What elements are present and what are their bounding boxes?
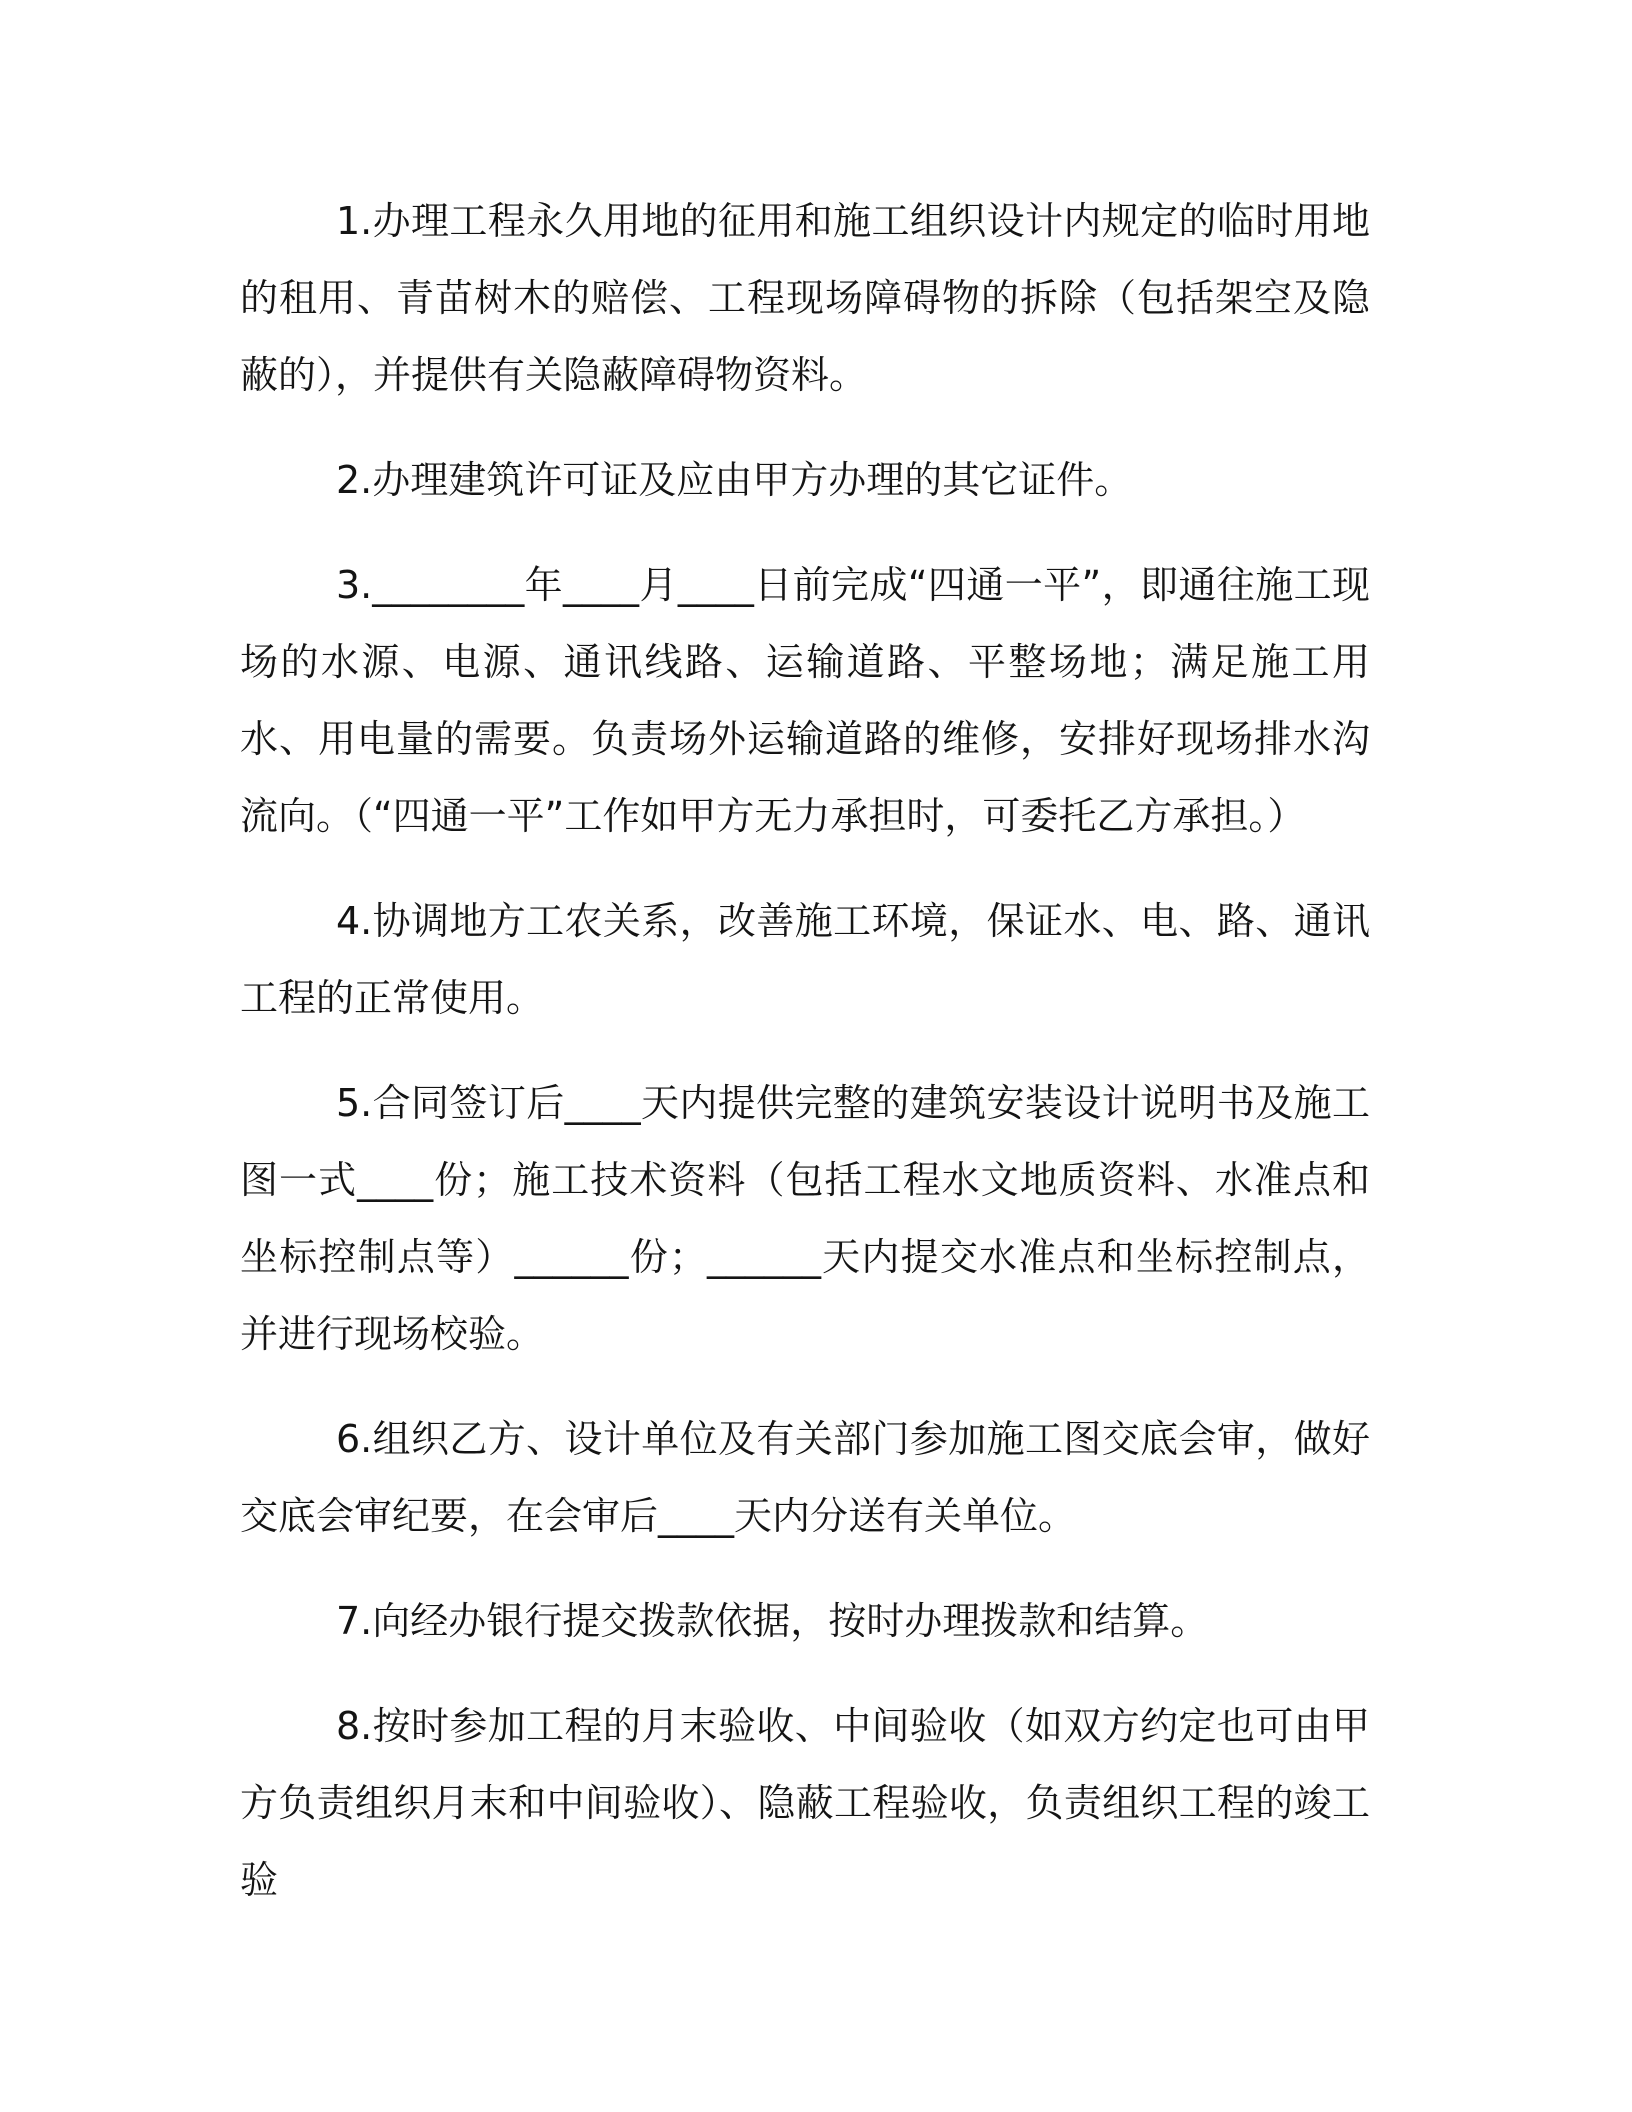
paragraph-5	[240, 1065, 1370, 1373]
paragraph-text: 2.办理建筑许可证及应由甲方办理的其它证件。	[336, 458, 1133, 502]
paragraph-text: 5.合同签订后____天内提供完整的建筑安装设计说明书及施工图一式____份；施工技术资料（包括工程水文地质资料、水准点和坐标控制点等）______份；______天内提交水准点和坐标控制点，并进行现场校验。	[240, 1081, 1370, 1356]
paragraph-8	[240, 1688, 1370, 1919]
paragraph-1	[240, 183, 1370, 414]
paragraph-text: 6.组织乙方、设计单位及有关部门参加施工图交底会审，做好交底会审纪要，在会审后____天内分送有关单位。	[240, 1417, 1370, 1538]
paragraph-text: 1.办理工程永久用地的征用和施工组织设计内规定的临时用地的租用、青苗树木的赔偿、工程现场障碍物的拆除（包括架空及隐蔽的），并提供有关隐蔽障碍物资料。	[240, 199, 1370, 397]
paragraph-text: 8.按时参加工程的月末验收、中间验收（如双方约定也可由甲方负责组织月末和中间验收）、隐蔽工程验收，负责组织工程的竣工验	[240, 1704, 1370, 1902]
paragraph-2	[240, 442, 1370, 519]
paragraph-text: 7.向经办银行提交拨款依据，按时办理拨款和结算。	[336, 1599, 1209, 1643]
paragraph-3	[240, 547, 1370, 855]
document-body	[240, 183, 1370, 1947]
paragraph-4	[240, 883, 1370, 1037]
paragraph-text: 4.协调地方工农关系，改善施工环境，保证水、电、路、通讯工程的正常使用。	[240, 899, 1370, 1020]
paragraph-6	[240, 1401, 1370, 1555]
paragraph-7	[240, 1583, 1370, 1660]
paragraph-text: 3.________年____月____日前完成“四通一平”，即通往施工现场的水源、电源、通讯线路、运输道路、平整场地；满足施工用水、用电量的需要。负责场外运输道路的维修，安排好现场排水沟流向。（“四通一平”工作如甲方无力承担时，可委托乙方承担。）	[240, 563, 1370, 838]
